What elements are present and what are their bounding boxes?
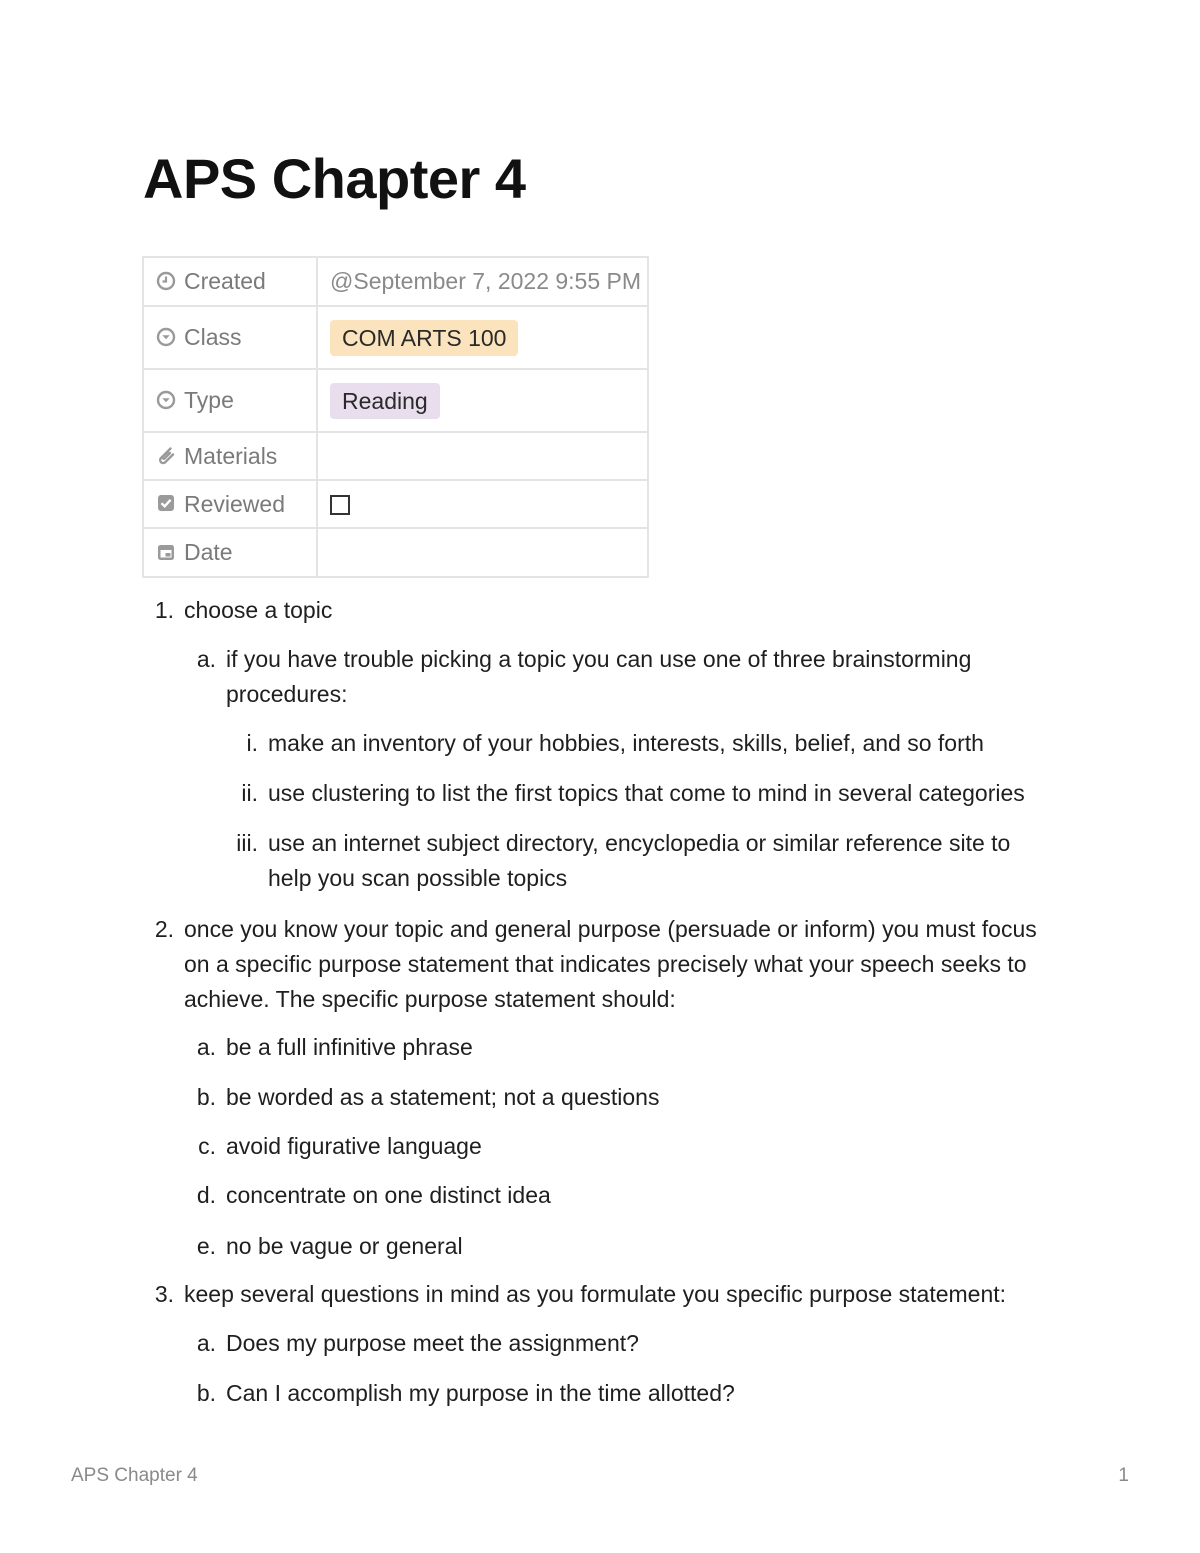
list-item-text: avoid figurative language <box>226 1133 482 1159</box>
property-label-date: Date <box>184 539 233 565</box>
list-item-text: make an inventory of your hobbies, interests, skills, belief, and so forth <box>268 730 984 756</box>
list-item-text: procedures: <box>226 681 348 707</box>
property-row-created <box>143 257 648 306</box>
property-row-reviewed <box>143 480 648 528</box>
property-label-type: Type <box>184 387 234 413</box>
property-row-type <box>143 369 648 432</box>
property-label-class: Class <box>184 324 242 350</box>
list-item-text: Does my purpose meet the assignment? <box>226 1330 639 1356</box>
list-item-text: choose a topic <box>184 597 333 623</box>
select-icon <box>156 390 176 410</box>
list-marker: 3. <box>154 1281 174 1307</box>
list-marker: iii. <box>236 830 258 856</box>
list-item-text: achieve. The specific purpose statement should: <box>184 986 676 1012</box>
reviewed-checkbox[interactable] <box>330 495 350 515</box>
list-marker: e. <box>196 1233 216 1259</box>
calendar-icon <box>156 542 176 562</box>
property-value-materials[interactable] <box>317 432 648 480</box>
list-marker: b. <box>196 1084 216 1110</box>
list-item-text: Can I accomplish my purpose in the time allotted? <box>226 1380 735 1406</box>
list-marker: 2. <box>154 916 174 942</box>
list-marker: i. <box>246 730 258 756</box>
select-icon <box>156 327 176 347</box>
list-item-text: use clustering to list the first topics that come to mind in several categories <box>268 780 1025 806</box>
list-marker: c. <box>198 1133 216 1159</box>
properties-table <box>142 256 649 578</box>
list-item-text: be worded as a statement; not a questions <box>226 1084 660 1110</box>
list-marker: d. <box>196 1182 216 1208</box>
list-marker: a. <box>196 1034 216 1060</box>
property-row-materials <box>143 432 648 480</box>
list-item-text: if you have trouble picking a topic you can use one of three brainstorming <box>226 646 972 672</box>
checkbox-icon <box>156 493 176 513</box>
class-tag[interactable]: COM ARTS 100 <box>330 320 518 356</box>
list-marker: ii. <box>241 780 258 806</box>
list-item-text: use an internet subject directory, encyclopedia or similar reference site to <box>268 830 1011 856</box>
list-item-text: no be vague or general <box>226 1233 463 1259</box>
list-item-text: keep several questions in mind as you formulate you specific purpose statement: <box>184 1281 1007 1307</box>
property-row-class <box>143 306 648 369</box>
paperclip-icon <box>156 445 176 465</box>
list-marker: a. <box>196 1330 216 1356</box>
list-item-text: concentrate on one distinct idea <box>226 1182 551 1208</box>
property-label-materials: Materials <box>184 442 278 469</box>
property-label-created: Created <box>184 268 266 294</box>
page-title: APS Chapter 4 <box>143 147 526 210</box>
list-item-text: on a specific purpose statement that indicates precisely what your speech seeks to <box>184 951 1027 977</box>
property-row-date <box>143 528 648 577</box>
list-item-text: once you know your topic and general purpose (persuade or inform) you must focus <box>184 916 1037 942</box>
footer-doc-title: APS Chapter 4 <box>71 1465 198 1486</box>
property-value-date[interactable] <box>317 528 648 577</box>
type-tag[interactable]: Reading <box>330 383 440 419</box>
property-label-reviewed: Reviewed <box>184 490 285 517</box>
list-marker: 1. <box>154 597 174 623</box>
footer-page-number: 1 <box>1118 1465 1129 1486</box>
list-item-text: be a full infinitive phrase <box>226 1034 473 1060</box>
property-value-created[interactable]: @September 7, 2022 9:55 PM <box>317 257 648 306</box>
list-marker: b. <box>196 1380 216 1406</box>
list-item-text: help you scan possible topics <box>268 865 568 891</box>
list-marker: a. <box>196 646 216 672</box>
clock-icon <box>156 271 176 291</box>
